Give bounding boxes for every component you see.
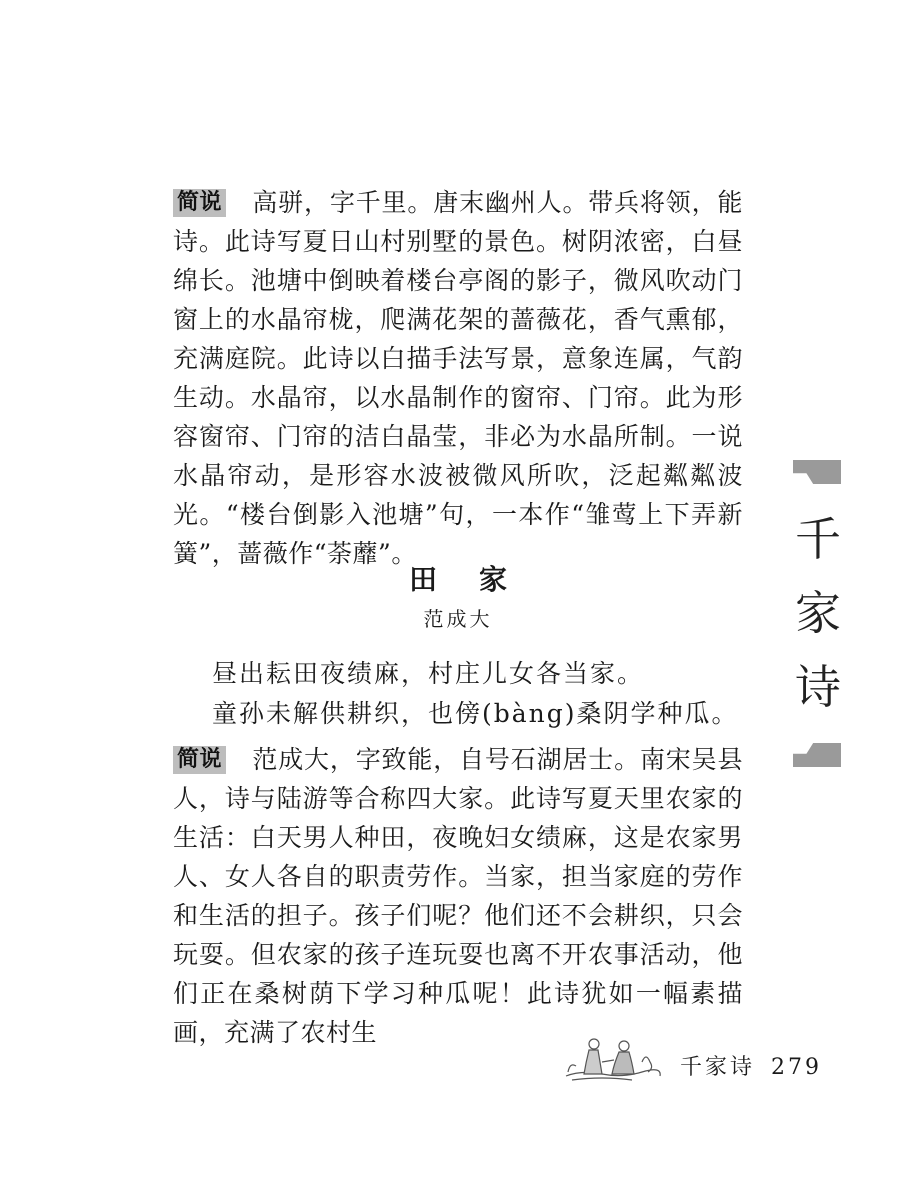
side-tab-char-1: 千 xyxy=(795,512,841,566)
side-tab-char-3: 诗 xyxy=(795,660,841,714)
tab-bracket-bottom xyxy=(793,743,841,767)
side-tab-char-2: 家 xyxy=(795,586,841,640)
running-head: 千家诗 xyxy=(680,1055,756,1080)
note-paragraph-2 xyxy=(173,740,743,1052)
running-footer xyxy=(680,1050,822,1081)
scholars-illustration-icon xyxy=(562,1032,662,1084)
note-tag-1: 简说 xyxy=(173,189,226,217)
page-footer xyxy=(562,1032,823,1092)
note-text-2: 范成大，字致能，自号石湖居士。南宋吴县人，诗与陆游等合称四大家。此诗写夏天里农家的生活：白天男人种田，夜晚妇女绩麻，这是农家男人、女人各自的职责劳作。当家，担当家庭的劳作和生活的担子。孩子们呢？他们还不会耕织，只会玩耍。但农家的孩子连玩耍也离不开农事活动，他们正在桑树荫下学习种瓜呢！此诗犹如一幅素描画，充满了农村生 xyxy=(173,745,743,1047)
poem-author: 范成大 xyxy=(423,607,493,631)
side-tab-title xyxy=(795,502,841,724)
page-number: 279 xyxy=(771,1055,823,1080)
poem-line-1: 昼出耘田夜绩麻，村庄儿女各当家。 xyxy=(212,659,645,688)
poem-lines xyxy=(212,654,739,734)
note-text-1: 高骈，字千里。唐末幽州人。带兵将领，能诗。此诗写夏日山村别墅的景色。树阴浓密，白昼绵长。池塘中倒映着楼台亭阁的影子，微风吹动门窗上的水晶帘栊，爬满花架的蔷薇花，香气熏郁，充满庭院。此诗以白描手法写景，意象连属，气韵生动。水晶帘，以水晶制作的窗帘、门帘。此为形容窗帘、门帘的洁白晶莹，非必为水晶所制。一说水晶帘动，是形容水波被微风所吹，泛起粼粼波光。“楼台倒影入池塘”句，一本作“雏莺上下弄新簧”，蔷薇作“荼蘼”。 xyxy=(173,188,743,568)
note-paragraph-1 xyxy=(173,183,743,573)
poem-title: 田家 xyxy=(408,563,549,596)
section-side-tab xyxy=(793,460,841,767)
tab-bracket-top xyxy=(793,460,841,484)
note-tag-2: 简说 xyxy=(173,746,226,774)
poem-line-2: 童孙未解供耕织，也傍(bàng)桑阴学种瓜。 xyxy=(212,699,739,728)
